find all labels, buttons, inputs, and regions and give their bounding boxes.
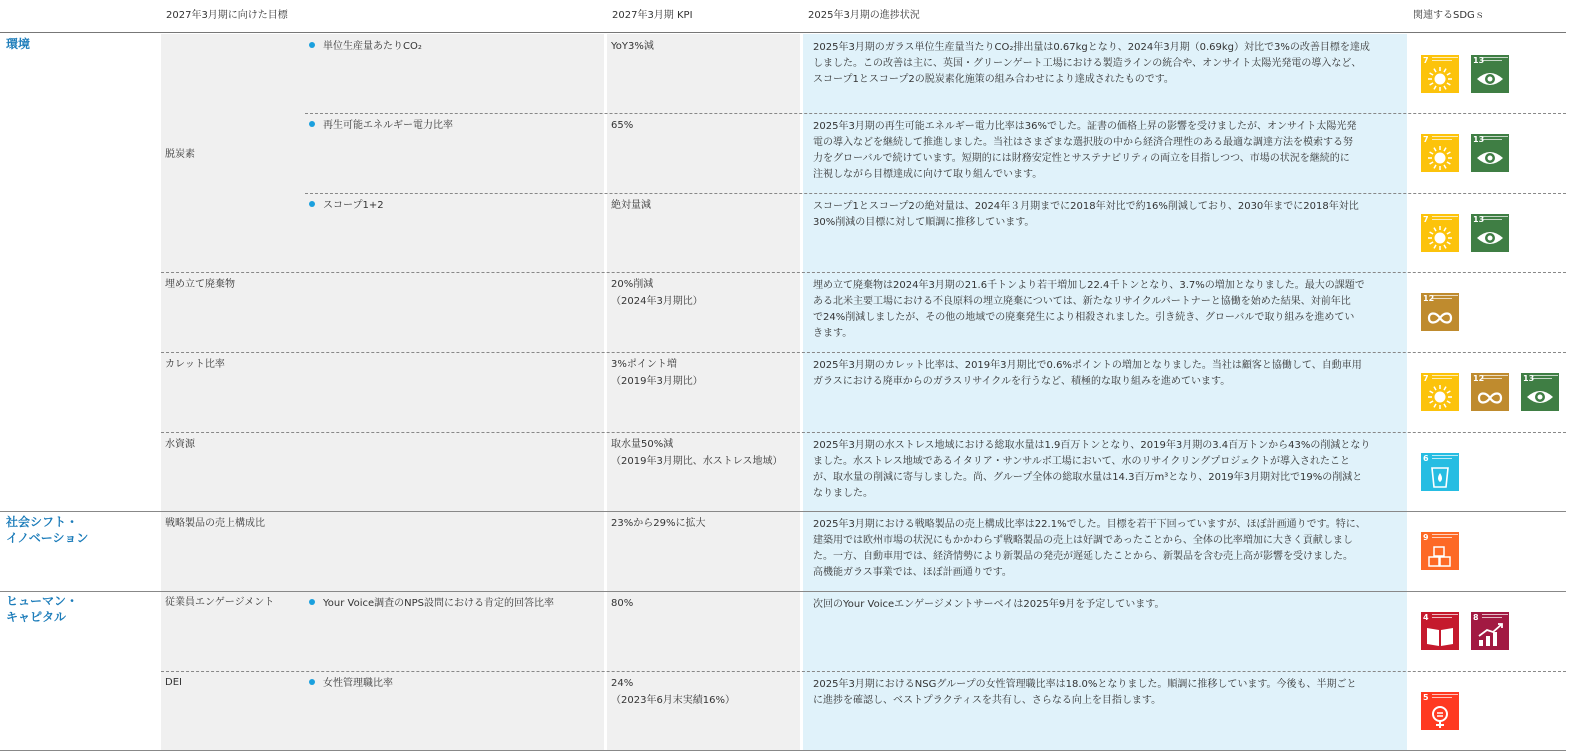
kpi-value: 20%削減: [611, 279, 654, 290]
indicator-label: [309, 596, 554, 612]
cubes-icon: [1421, 532, 1459, 570]
sun-icon: [1421, 373, 1459, 411]
sdg-12-infinity-icon: [1471, 373, 1509, 411]
eye-globe-icon: [1471, 214, 1509, 252]
kpi-value: 23%から29%に拡大: [611, 518, 706, 529]
section-divider: [0, 591, 1566, 592]
header-divider: [0, 32, 1566, 33]
section-strategic: 戦略製品の売上構成比: [165, 518, 265, 529]
sdg-number: 6: [1423, 454, 1429, 463]
indicator-label: [309, 39, 422, 55]
progress-line: ました。水ストレス地域であるイタリア・サンサルボ工場において、水のリサイクリングプロジェクトが導入されたこと: [813, 456, 1350, 467]
progress-line: た。一方、自動車用では、経済情勢により新製品の発売が遅延したことから、新製品を含む売上高が影響を受けました。: [813, 551, 1353, 562]
sun-icon: [1421, 55, 1459, 93]
progress-line: 2025年3月期の水ストレス地域における総取水量は1.9百万トンとなり、2019年3月期の3.4百万トンから43%の削減となり: [813, 440, 1371, 451]
sdg-number: 8: [1473, 613, 1479, 622]
category-environment: 環境: [6, 37, 31, 51]
sun-icon: [1421, 134, 1459, 172]
sdg-7-sun-icon: [1421, 134, 1459, 172]
kpi-value: 3%ポイント増: [611, 359, 677, 370]
progress-line: スコープ1とスコープ2の脱炭素化施策の組み合わせにより達成されたものです。: [813, 74, 1174, 85]
sdg-7-sun-icon: [1421, 214, 1459, 252]
progress-line: 30%削減の目標に対して順調に推移しています。: [813, 217, 1035, 228]
indicator-text: Your Voice調査のNPS設問における肯定的回答比率: [323, 598, 554, 609]
infinity-icon: [1421, 293, 1459, 331]
kpi-baseline: （2023年6月末実績16%）: [611, 695, 736, 706]
sdg-number: 13: [1473, 135, 1485, 144]
water-drop-icon: [1421, 453, 1459, 491]
row-divider-dashed: [161, 352, 1566, 353]
sdg-number: 13: [1473, 215, 1485, 224]
progress-line: で24%削減しましたが、その他の地域での廃棄発生により相殺されました。引き続き、グローバルで取り組みを進めてい: [813, 312, 1355, 323]
indicator-label: [309, 676, 393, 692]
sdg-7-sun-icon: [1421, 55, 1459, 93]
bullet-dot-icon: [309, 599, 315, 605]
eye-globe-icon: [1521, 373, 1559, 411]
sdg-number: 9: [1423, 533, 1429, 542]
indicator-text: スコープ1+2: [323, 200, 384, 211]
category-social-line2: イノベーション: [6, 531, 89, 545]
sdg-number: 7: [1423, 374, 1429, 383]
category-social-line1: 社会シフト・: [6, 515, 79, 529]
row-divider-dashed: [161, 272, 1566, 273]
section-decarbon: 脱炭素: [165, 149, 195, 160]
section-cullet: カレット比率: [165, 359, 225, 370]
sdg-13-eye-globe-icon: [1521, 373, 1559, 411]
progress-text: [813, 278, 1405, 342]
indicator-text: 女性管理職比率: [323, 678, 393, 689]
eye-globe-icon: [1471, 134, 1509, 172]
header-sdgs: 関連するSDGｓ: [1413, 10, 1485, 21]
sdg-number: 12: [1473, 374, 1485, 383]
progress-text: [813, 597, 1405, 613]
kpi-value: YoY3%減: [611, 41, 654, 52]
sdg-number: 5: [1423, 693, 1429, 702]
progress-line: が、取水量の削減に寄与しました。尚、グループ全体の総取水量は14.3百万m³となり、2019年3月期対比で19%の削減と: [813, 472, 1363, 483]
sdg-number: 13: [1473, 56, 1485, 65]
kpi-value: 絶対量減: [611, 200, 651, 211]
progress-line: スコープ1とスコープ2の絶対量は、2024年３月期までに2018年対比で約16%削減しており、2030年までに2018年対比: [813, 201, 1359, 212]
sun-icon: [1421, 214, 1459, 252]
progress-line: 力をグローバルで続けています。短期的には財務安定性とサステナビリティの両立を目指しつつ、市場の状況を継続的に: [813, 153, 1350, 164]
sdg-number: 12: [1423, 294, 1435, 303]
header-goals: 2027年3月期に向けた目標: [166, 10, 288, 21]
kpi-baseline: （2019年3月期比、水ストレス地域）: [611, 456, 783, 467]
indicator-label: [309, 198, 384, 214]
sdg-13-eye-globe-icon: [1471, 134, 1509, 172]
goals-column-bg: [161, 34, 604, 750]
kpi-baseline: （2024年3月期比）: [611, 296, 703, 307]
sdg-number: 4: [1423, 613, 1429, 622]
kpi-baseline: （2019年3月期比）: [611, 376, 703, 387]
infinity-icon: [1471, 373, 1509, 411]
gender-equality-icon: [1421, 692, 1459, 730]
progress-line: しました。この改善は主に、英国・グリーンゲート工場における製造ラインの統合や、オンサイト太陽光発電の導入など、: [813, 58, 1362, 69]
book-icon: [1421, 612, 1459, 650]
sdg-7-sun-icon: [1421, 373, 1459, 411]
row-divider-dashed: [161, 432, 1566, 433]
sdg-13-eye-globe-icon: [1471, 55, 1509, 93]
kpi-value: 65%: [611, 120, 634, 131]
progress-line: 2025年3月期における戦略製品の売上構成比率は22.1%でした。目標を若干下回っていますが、ほぼ計画通りです。特に、: [813, 519, 1366, 530]
progress-line: 2025年3月期におけるNSGグループの女性管理職比率は18.0%となりました。順調に推移しています。今後も、半期ごと: [813, 679, 1357, 690]
bullet-dot-icon: [309, 121, 315, 127]
sdg-4-book-icon: [1421, 612, 1459, 650]
sdg-6-water-drop-icon: [1421, 453, 1459, 491]
section-divider: [0, 511, 1566, 512]
progress-text: [813, 40, 1405, 88]
section-engagement: 従業員エンゲージメント: [165, 597, 275, 608]
progress-line: 2025年3月期のカレット比率は、2019年3月期比で0.6%ポイントの増加となりました。当社は顧客と協働して、自動車用: [813, 360, 1362, 371]
section-landfill: 埋め立て廃棄物: [165, 279, 235, 290]
sdg-number: 13: [1523, 374, 1535, 383]
bullet-dot-icon: [309, 42, 315, 48]
growth-chart-icon: [1471, 612, 1509, 650]
progress-line: なりました。: [813, 488, 873, 499]
kpi-column-bg: [607, 34, 800, 750]
kpi-value: 80%: [611, 598, 634, 609]
indicator-text: 再生可能エネルギー電力比率: [323, 120, 453, 131]
kpi-value: 24%: [611, 678, 634, 689]
sdg-5-gender-equality-icon: [1421, 692, 1459, 730]
sdg-12-infinity-icon: [1421, 293, 1459, 331]
progress-line: きます。: [813, 328, 853, 339]
progress-line: 2025年3月期のガラス単位生産量当たりCO₂排出量は0.67kgとなり、2024年3月期（0.69kg）対比で3%の改善目標を達成: [813, 42, 1370, 53]
sdg-number: 7: [1423, 56, 1429, 65]
progress-text: [813, 438, 1405, 502]
table-bottom-line: [0, 750, 1566, 751]
sdg-13-eye-globe-icon: [1471, 214, 1509, 252]
sdg-number: 7: [1423, 135, 1429, 144]
indicator-text: 単位生産量あたりCO₂: [323, 41, 422, 52]
progress-line: ある北米主要工場における不良原料の埋立廃棄については、新たなリサイクルパートナーと協働を始めた結果、対前年比: [813, 296, 1351, 307]
category-human-line2: キャピタル: [6, 610, 67, 624]
progress-line: ガラスにおける廃車からのガラスリサイクルを行うなど、積極的な取り組みを進めています。: [813, 376, 1231, 387]
kpi-value: 取水量50%減: [611, 439, 674, 450]
bullet-dot-icon: [309, 679, 315, 685]
section-dei: DEI: [165, 677, 182, 688]
sdg-8-growth-chart-icon: [1471, 612, 1509, 650]
row-divider-dashed: [305, 193, 1566, 194]
progress-text: [813, 199, 1405, 231]
progress-line: 2025年3月期の再生可能エネルギー電力比率は36%でした。証書の価格上昇の影響を受けましたが、オンサイト太陽光発: [813, 121, 1357, 132]
progress-text: [813, 517, 1405, 581]
progress-text: [813, 119, 1405, 183]
header-kpi: 2027年3月期 KPI: [612, 10, 693, 21]
sdg-number: 7: [1423, 215, 1429, 224]
progress-text: [813, 358, 1405, 390]
row-divider-dashed: [305, 113, 1566, 114]
header-progress: 2025年3月期の進捗状況: [808, 10, 920, 21]
progress-line: 高機能ガラス事業では、ほぼ計画通りです。: [813, 567, 1012, 578]
category-human-line1: ヒューマン・: [6, 594, 79, 608]
progress-line: 注視しながら目標達成に向けて取り組んでいます。: [813, 169, 1043, 180]
progress-line: 電の導入などを継続して推進しました。当社はさまざまな選択肢の中から経済合理性のある最適な調達方法を模索する努: [813, 137, 1353, 148]
sdg-9-cubes-icon: [1421, 532, 1459, 570]
progress-line: に進捗を確認し、ベストプラクティスを共有し、さらなる向上を目指します。: [813, 695, 1162, 706]
eye-globe-icon: [1471, 55, 1509, 93]
progress-text: [813, 677, 1405, 709]
bullet-dot-icon: [309, 201, 315, 207]
progress-line: 建築用では欧州市場の状況にもかかわらず戦略製品の売上は好調であったことから、全体の比率増加に大きく貢献しまし: [813, 535, 1353, 546]
indicator-label: [309, 118, 453, 134]
section-water: 水資源: [165, 439, 195, 450]
progress-line: 埋め立て廃棄物は2024年3月期の21.6千トンより若干増加し22.4千トンとなり、3.7%の増加となりました。最大の課題で: [813, 280, 1365, 291]
progress-line: 次回のYour Voiceエンゲージメントサーベイは2025年9月を予定しています。: [813, 599, 1165, 610]
row-divider-dashed: [161, 671, 1566, 672]
